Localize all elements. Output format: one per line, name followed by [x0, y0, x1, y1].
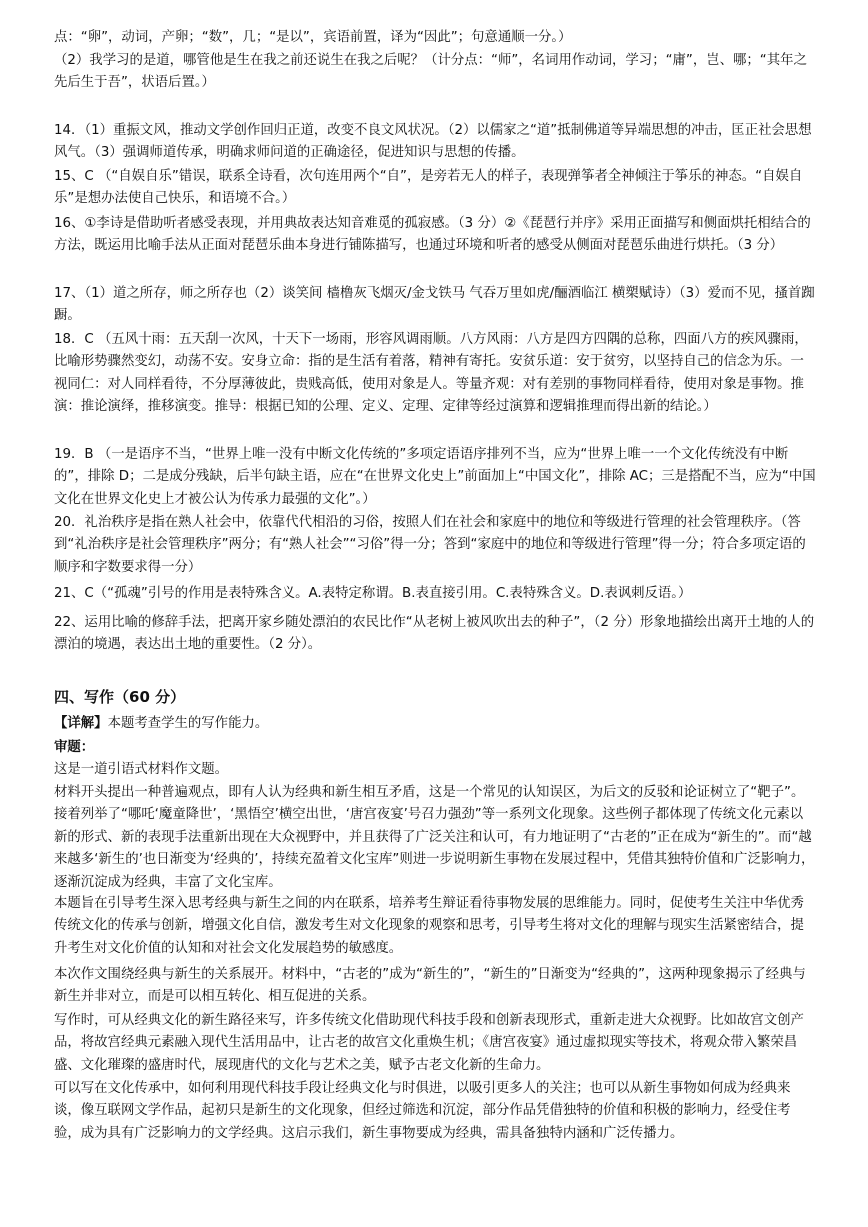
writing-paragraph: 本次作文围绕经典与新生的关系展开。材料中，“古老的”成为“新生的”，“新生的”日渐变为“经典的”，这两种现象揭示了经典与新生并非对立，而是可以相互转化、相互促进的关系。	[54, 967, 806, 1005]
answer-16: 16、①李诗是借助听者感受表现，并用典故表达知音难觅的孤寂感。（3 分）②《琵琶行并序》采用正面描写和侧面烘托相结合的方法，既运用比喻手法从正面对琵琶乐曲本身进行铺陈描写，也通过环境和听者的感受从侧面对琵琶乐曲进行烘托。（3 分）	[54, 216, 811, 254]
detail-line	[54, 713, 816, 735]
detail-text: 本题考查学生的写作能力。	[107, 716, 269, 731]
answer-18: 18．C （五风十雨：五天刮一次风，十天下一场雨，形容风调雨顺。八方风雨：八方是四方四隅的总称，四面八方的疾风骤雨，比喻形势骤然变幻，动荡不安。安身立命：指的是生活有着落，精神有寄托。安贫乐道：安于贫穷，以坚持自己的信念为乐。一视同仁：对人同样看待，不分厚薄彼此，贵贱高低，使用对象是人。等量齐观：对有差别的事物同样看待，使用对象是事物。推演：推论演绎，推移演变。推导：根据已知的公理、定义、定理、定律等经过演算和逻辑推理而得出新的结论。）	[54, 332, 808, 415]
section-title: 四、写作（60 分）	[54, 688, 186, 706]
answer-15: 15、C （“自娱自乐”错误，联系全诗看，次句连用两个“自”，是旁若无人的样子，表现弹筝者全神倾注于筝乐的神态。“自娱自乐”是想办法使自己快乐，和语境不合。）	[54, 169, 803, 207]
answer-22: 22、运用比喻的修辞手法，把离开家乡随处漂泊的农民比作“从老树上被风吹出去的种子”，（2 分）形象地描绘出离开土地的人的漂泊的境遇，表达出土地的重要性。（2 分）。	[54, 615, 815, 653]
writing-paragraph: 写作时，可从经典文化的新生路径来写，许多传统文化借助现代科技手段和创新表现形式，重新走进大众视野。比如故宫文创产品，将故宫经典元素融入现代生活用品中，让古老的故宫文化重焕生机；《唐宫夜宴》通过虚拟现实等技术，将观众带入繁荣昌盛、文化璀璨的盛唐时代，展现唐代的文化与艺术之美，赋予古老文化新的生命力。	[54, 1013, 804, 1073]
review-label: 审题：	[54, 740, 95, 755]
answer-14: 14．（1）重振文风，推动文学创作回归正道，改变不良文风状况。（2）以儒家之“道”抵制佛道等异端思想的冲击，匡正社会思想风气。（3）强调师道传承，明确求师问道的正确途径，促进知识与思想的传播。	[54, 123, 812, 161]
answer-20: 20．礼治秩序是指在熟人社会中，依靠代代相沿的习俗，按照人们在社会和家庭中的地位和等级进行管理的社会管理秩序。（答到“礼治秩序是社会管理秩序”两分；有“熟人社会”“习俗”得一分；答到“家庭中的地位和等级进行管理”得一分；符合多项定语的顺序和字数要求得一分）	[54, 515, 806, 575]
writing-paragraph: 这是一道引语式材料作文题。	[54, 762, 229, 777]
answer-19: 19．B （一是语序不当，“世界上唯一没有中断文化传统的”多项定语语序排列不当，应为“世界上唯一一个文化传统没有中断的”，排除 D；二是成分残缺，后半句缺主语，应在“在世界文化史上”前面加上“中国文化”，排除 AC；三是搭配不当，应为“中国文化在世界文化史上才被公认为传承力最强的文化”。）	[54, 447, 816, 507]
writing-paragraph: 本题旨在引导考生深入思考经典与新生之间的内在联系，培养考生辩证看待事物发展的思维能力。同时，促使考生关注中华优秀传统文化的传承与创新，增强文化自信，激发考生对文化现象的观察和思考，引导考生将对文化的理解与现实生活紧密结合，提升考生对文化价值的认知和对社会文化发展趋势的敏感度。	[54, 896, 804, 956]
writing-paragraph: 材料开头提出一种普遍观点，即有人认为经典和新生相互矛盾，这是一个常见的认知误区，为后文的反驳和论证树立了“靶子”。接着列举了“哪吒‘魔童降世’，‘黑悟空’横空出世，‘唐宫夜宴’号召力强劲”等一系列文化现象。这些例子都体现了传统文化元素以新的形式、新的表现手法重新出现在大众视野中，并且获得了广泛关注和认可，有力地证明了“古老的”正在成为“新生的”。而“越来越多‘新生的’也日渐变为‘经典的’，持续充盈着文化宝库”则进一步说明新生事物在发展过程中，凭借其独特价值和广泛影响力，逐渐沉淀成为经典，丰富了文化宝库。	[54, 785, 815, 890]
answer-21: 21、C（“孤魂”引号的作用是表特殊含义。A.表特定称谓。B.表直接引用。C.表特殊含义。D.表讽刺反语。）	[54, 586, 692, 601]
answer-13-1-tail: 点：“卵”，动词，产卵；“数”，几；“是以”，宾语前置，译为“因此”；句意通顺一分。）	[54, 30, 572, 45]
answer-13-2: （2）我学习的是道，哪管他是生在我之前还说生在我之后呢？（计分点：“师”，名词用作动词，学习；“庸”，岂、哪；“其年之先后生于吾”，状语后置。）	[54, 53, 807, 91]
answer-17: 17、（1）道之所存，师之所存也（2）谈笑间 樯橹灰飞烟灭/金戈铁马 气吞万里如虎/酾酒临江 横槊赋诗）（3）爱而不见，搔首踟蹰。	[54, 286, 815, 324]
writing-paragraph: 可以写在文化传承中，如何利用现代科技手段让经典文化与时俱进，以吸引更多人的关注；也可以从新生事物如何成为经典来谈，像互联网文学作品，起初只是新生的文化现象，但经过筛选和沉淀，部分作品凭借独特的价值和积极的影响力，经受住考验，成为具有广泛影响力的文学经典。这启示我们，新生事物要成为经典，需具备独特内涵和广泛传播力。	[54, 1081, 791, 1141]
detail-label: 【详解】	[54, 716, 108, 731]
